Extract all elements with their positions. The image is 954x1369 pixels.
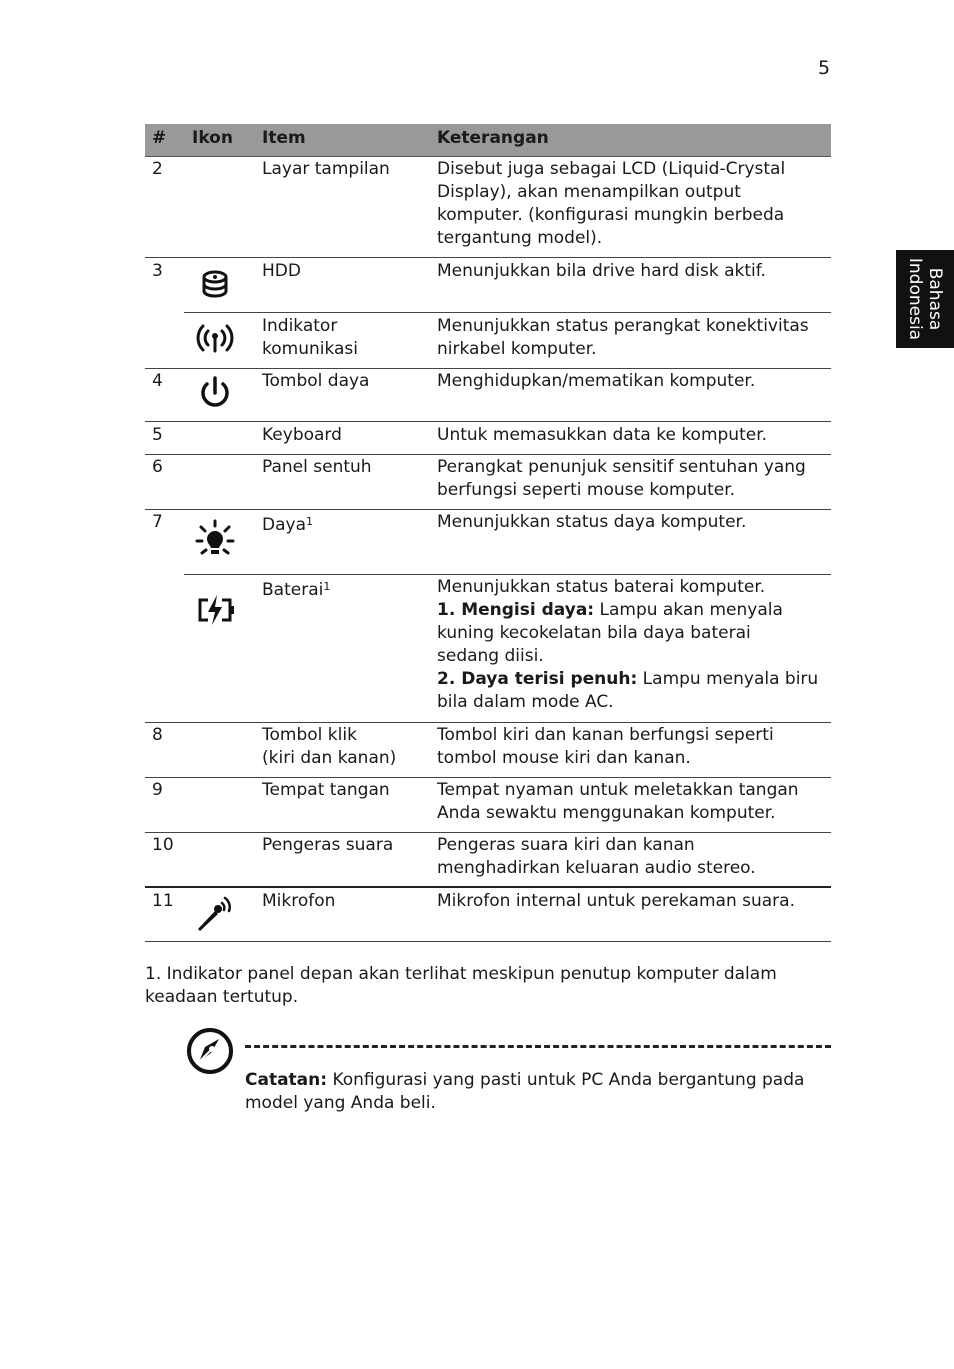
desc-line: Anda sewaktu menggunakan komputer. [437,803,776,823]
row-num: 2 [152,159,163,179]
row-desc [437,834,827,880]
row-item [262,315,432,361]
row-num: 4 [152,371,163,391]
desc-line: Display), akan menampilkan output [437,182,741,202]
note-divider [245,1045,831,1048]
footnote [145,963,835,1009]
row-item [262,724,432,770]
row-desc: Menunjukkan bila drive hard disk aktif. [437,261,766,281]
desc-line: Perangkat penunjuk sensitif sentuhan yang [437,457,806,477]
footnote-marker: 1 [306,515,313,528]
hdd-icon [195,266,235,306]
row-item: Layar tampilan [262,159,390,179]
header-num: # [152,128,167,148]
item-label: Baterai [262,580,324,600]
desc-line: tombol mouse kiri dan kanan. [437,748,691,768]
row-divider [145,257,831,258]
note-line: model yang Anda beli. [245,1093,436,1113]
row-divider [145,421,831,422]
desc-line: Tempat nyaman untuk meletakkan tangan [437,780,799,800]
row-divider [145,722,831,723]
row-item: Panel sentuh [262,457,372,477]
bullet-text: Lampu menyala biru [637,669,819,689]
row-divider [184,574,831,575]
language-tab-line1: Bahasa [925,267,945,331]
row-desc [437,456,827,502]
desc-line: kuning kecokelatan bila daya baterai [437,623,751,643]
row-desc: Untuk memasukkan data ke komputer. [437,425,768,445]
page-number: 5 [818,57,831,79]
header-icon: Ikon [192,128,233,148]
power-icon [195,373,235,413]
wireless-icon [195,318,235,358]
desc-line: tergantung model). [437,228,603,248]
row-divider [145,886,831,888]
language-tab-line2: Indonesia [905,257,925,341]
desc-line: nirkabel komputer. [437,339,597,359]
battery-icon [195,590,235,630]
desc-line: Disebut juga sebagai LCD (Liquid-Crystal [437,159,786,179]
microphone-icon [195,893,235,933]
item-label: Daya [262,515,306,535]
item-line: (kiri dan kanan) [262,748,397,768]
table-header [145,124,831,157]
note-body: Konfigurasi yang pasti untuk PC Anda bergantung pada [327,1070,805,1090]
row-num: 3 [152,261,163,281]
note-label: Catatan: [245,1070,328,1090]
row-num: 8 [152,725,163,745]
row-divider [145,454,831,455]
note-line [245,1069,835,1092]
desc-line: menghadirkan keluaran audio stereo. [437,858,756,878]
desc-line [437,599,827,622]
item-line: Indikator [262,316,338,336]
row-desc: Mikrofon internal untuk perekaman suara. [437,891,795,911]
row-num: 11 [152,891,174,911]
table-bottom-border [145,941,831,942]
row-desc: Menunjukkan status daya komputer. [437,512,747,532]
row-desc: Menghidupkan/mematikan komputer. [437,371,756,391]
row-divider [145,368,831,369]
header-desc: Keterangan [437,128,549,148]
desc-line [437,668,827,691]
row-item [262,514,432,537]
footnote-line: keadaan tertutup. [145,987,299,1007]
row-divider [184,312,831,313]
row-item: HDD [262,261,301,281]
row-item: Tombol daya [262,371,370,391]
item-line: komunikasi [262,339,359,359]
row-num: 9 [152,780,163,800]
row-divider [145,509,831,510]
desc-line: Menunjukkan status baterai komputer. [437,577,766,597]
desc-line: berfungsi seperti mouse komputer. [437,480,736,500]
desc-line: komputer. (konfigurasi mungkin berbeda [437,205,785,225]
desc-line: Pengeras suara kiri dan kanan [437,835,695,855]
row-num: 10 [152,835,174,855]
row-divider [145,832,831,833]
row-num: 7 [152,512,163,532]
row-desc [437,779,827,825]
row-item: Keyboard [262,425,342,445]
footnote-line: 1. Indikator panel depan akan terlihat meskipun penutup komputer dalam [145,964,777,984]
row-desc [437,158,827,250]
row-desc [437,724,827,770]
desc-line: bila dalam mode AC. [437,692,614,712]
row-item [262,579,432,602]
row-item: Pengeras suara [262,835,394,855]
bullet-text: Lampu akan menyala [594,600,783,620]
note-icon [186,1027,234,1075]
item-line: Tombol klik [262,725,357,745]
desc-line: Menunjukkan status perangkat konektivitas [437,316,809,336]
desc-line: sedang diisi. [437,646,544,666]
note-text [245,1069,835,1115]
language-tab [896,250,954,348]
footnote-marker: 1 [323,580,331,593]
row-item: Mikrofon [262,891,336,911]
bullet-label: 1. Mengisi daya: [437,600,595,620]
row-desc [437,576,827,714]
row-item: Tempat tangan [262,780,390,800]
bullet-label: 2. Daya terisi penuh: [437,669,638,689]
row-desc [437,315,827,361]
row-num: 6 [152,457,163,477]
row-divider [145,777,831,778]
power-light-icon [195,519,235,559]
row-num: 5 [152,425,163,445]
desc-line: Tombol kiri dan kanan berfungsi seperti [437,725,774,745]
header-item: Item [262,128,306,148]
